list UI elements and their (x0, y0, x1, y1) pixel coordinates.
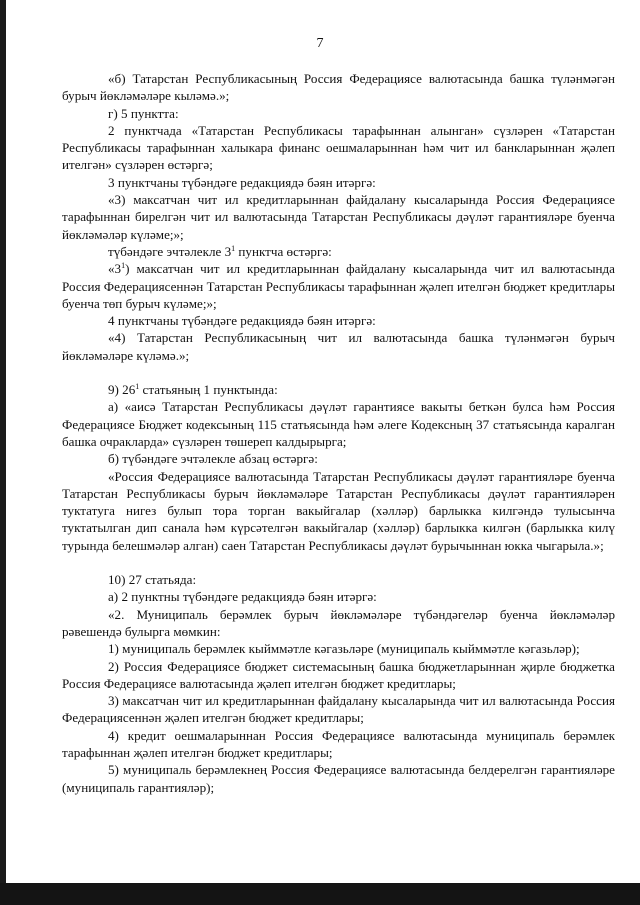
superscript: 1 (231, 243, 236, 253)
paragraph: «2. Муниципаль берәмлек бурыч йөкләмәләре түбәндәгеләр буенча йөкләмәләр рәвешендә булырга мөмкин: (62, 606, 615, 639)
paragraph-text: 9) 26 (108, 382, 136, 398)
paragraph: б) түбәндәге эчтәлекле абзац өстәргә: (108, 451, 318, 467)
paragraph: а) «аисә Татарстан Республикасы дәүләт гарантиясе вакыты беткән булса һәм Россия Федерациясе Бюджет кодексының 115 статьясында һәм әлеге Кодексның 37 статьясында каралган башка очракларда» сүзләрен төшереп калдырырга; (62, 399, 615, 449)
paragraph: 3 пунктчаны түбәндәге редакциядә бәян итәргә: (108, 174, 376, 190)
paragraph: 3) максатчан чит ил кредитларыннан файдалану кысаларында чит ил валютасында Россия Федерациясеннән җәлеп ителгән бюджет кредитлары; (62, 693, 615, 726)
paragraph-text: түбәндәге эчтәлекле 3 (108, 243, 232, 259)
paragraph-text: пунктча өстәргә: (235, 243, 332, 259)
page-number: 7 (316, 36, 324, 51)
superscript: 1 (121, 261, 126, 271)
paragraph-gap (62, 554, 615, 571)
paragraph: 2) Россия Федерациясе бюджет системасының башка бюджетларыннан җирле бюджетка Россия Федерациясе валютасында җәлеп ителгән бюджет кредитлары; (62, 658, 615, 691)
scan-left-edge (0, 0, 6, 905)
paragraph: 1) муниципаль берәмлек кыйммәтле кәгазьләре (муниципаль кыйммәтле кәгазьләр); (108, 641, 580, 657)
scan-bottom-edge (0, 883, 640, 905)
paragraph: а) 2 пунктны түбәндәге редакциядә бәян итәргә: (108, 589, 377, 605)
paragraph (62, 260, 615, 312)
paragraph-text: ) максатчан чит ил кредитларыннан файдалану кысаларында чит ил валютасында Россия Федерациясеннән Татарстан Республикасы тарафыннан җәлеп ителгән бюджет кредитлары буенча төп бурыч күләме;»; (62, 261, 615, 311)
paragraph: 2 пунктчада «Татарстан Республикасы тарафыннан алынган» сүзләрен «Татарстан Республикасы тарафыннан халыкара финанс оешмаларыннан һәм чит ил банкларыннан җәлеп ителгән» сүзләрен өстәргә; (62, 122, 615, 173)
paragraph: «б) Татарстан Республикасының Россия Федерациясе валютасында башка түләнмәгән бурыч йөкләмәләре кыләмә.»; (62, 71, 615, 104)
paragraph: 10) 27 статьяда: (108, 572, 197, 588)
paragraph-gap (62, 364, 615, 381)
paragraph (62, 381, 615, 398)
paragraph: 4) кредит оешмаларыннан Россия Федерациясе валютасында муниципаль берәмлек тарафыннан җәлеп ителгән бюджет кредитлары; (62, 727, 615, 760)
paragraph: «4) Татарстан Республикасының чит ил валютасында башка түләнмәгән бурыч йөкләмәләре күләмә.»; (62, 330, 615, 363)
paragraph: г) 5 пунктта: (108, 105, 179, 121)
paragraph: 5) муниципаль берәмлекнең Россия Федерациясе валютасында белдерелгән гарантияләре (муниципаль гарантияләр); (62, 762, 615, 795)
paragraph (62, 243, 615, 260)
document-body (62, 70, 615, 796)
paragraph: «Россия Федерациясе валютасында Татарстан Республикасы дәүләт гарантияләре буенча Татарстан Республикасы бурыч йөкләмәләре Татарстан Республикасы дәүләт гарантияләрен туктатуга нигез булып тора торган вакыйгалар (хәлләр) барлыкка килгәндә тулысынча туктатылган дип санала һәм күрсәтелгән вакыйгалар (хәлләр) барлыкка килгән (барлыкка килү турында белешмәләр алган) саен Татарстан Республикасы дәүләт бурычыннан юкка чыгарыла.»; (62, 468, 615, 553)
paragraph: «3) максатчан чит ил кредитларыннан файдалану кысаларында Россия Федерациясе тарафыннан бирелгән чит ил валютасында Татарстан Республикасы дәүләт гарантияләре буенча йөкләмәләр күләме;»; (62, 192, 615, 242)
superscript: 1 (135, 382, 140, 392)
paragraph-text: статьяның 1 пунктында: (139, 382, 278, 398)
paragraph: 4 пунктчаны түбәндәге редакциядә бәян итәргә: (108, 313, 376, 329)
paragraph-text: «3 (108, 261, 122, 277)
